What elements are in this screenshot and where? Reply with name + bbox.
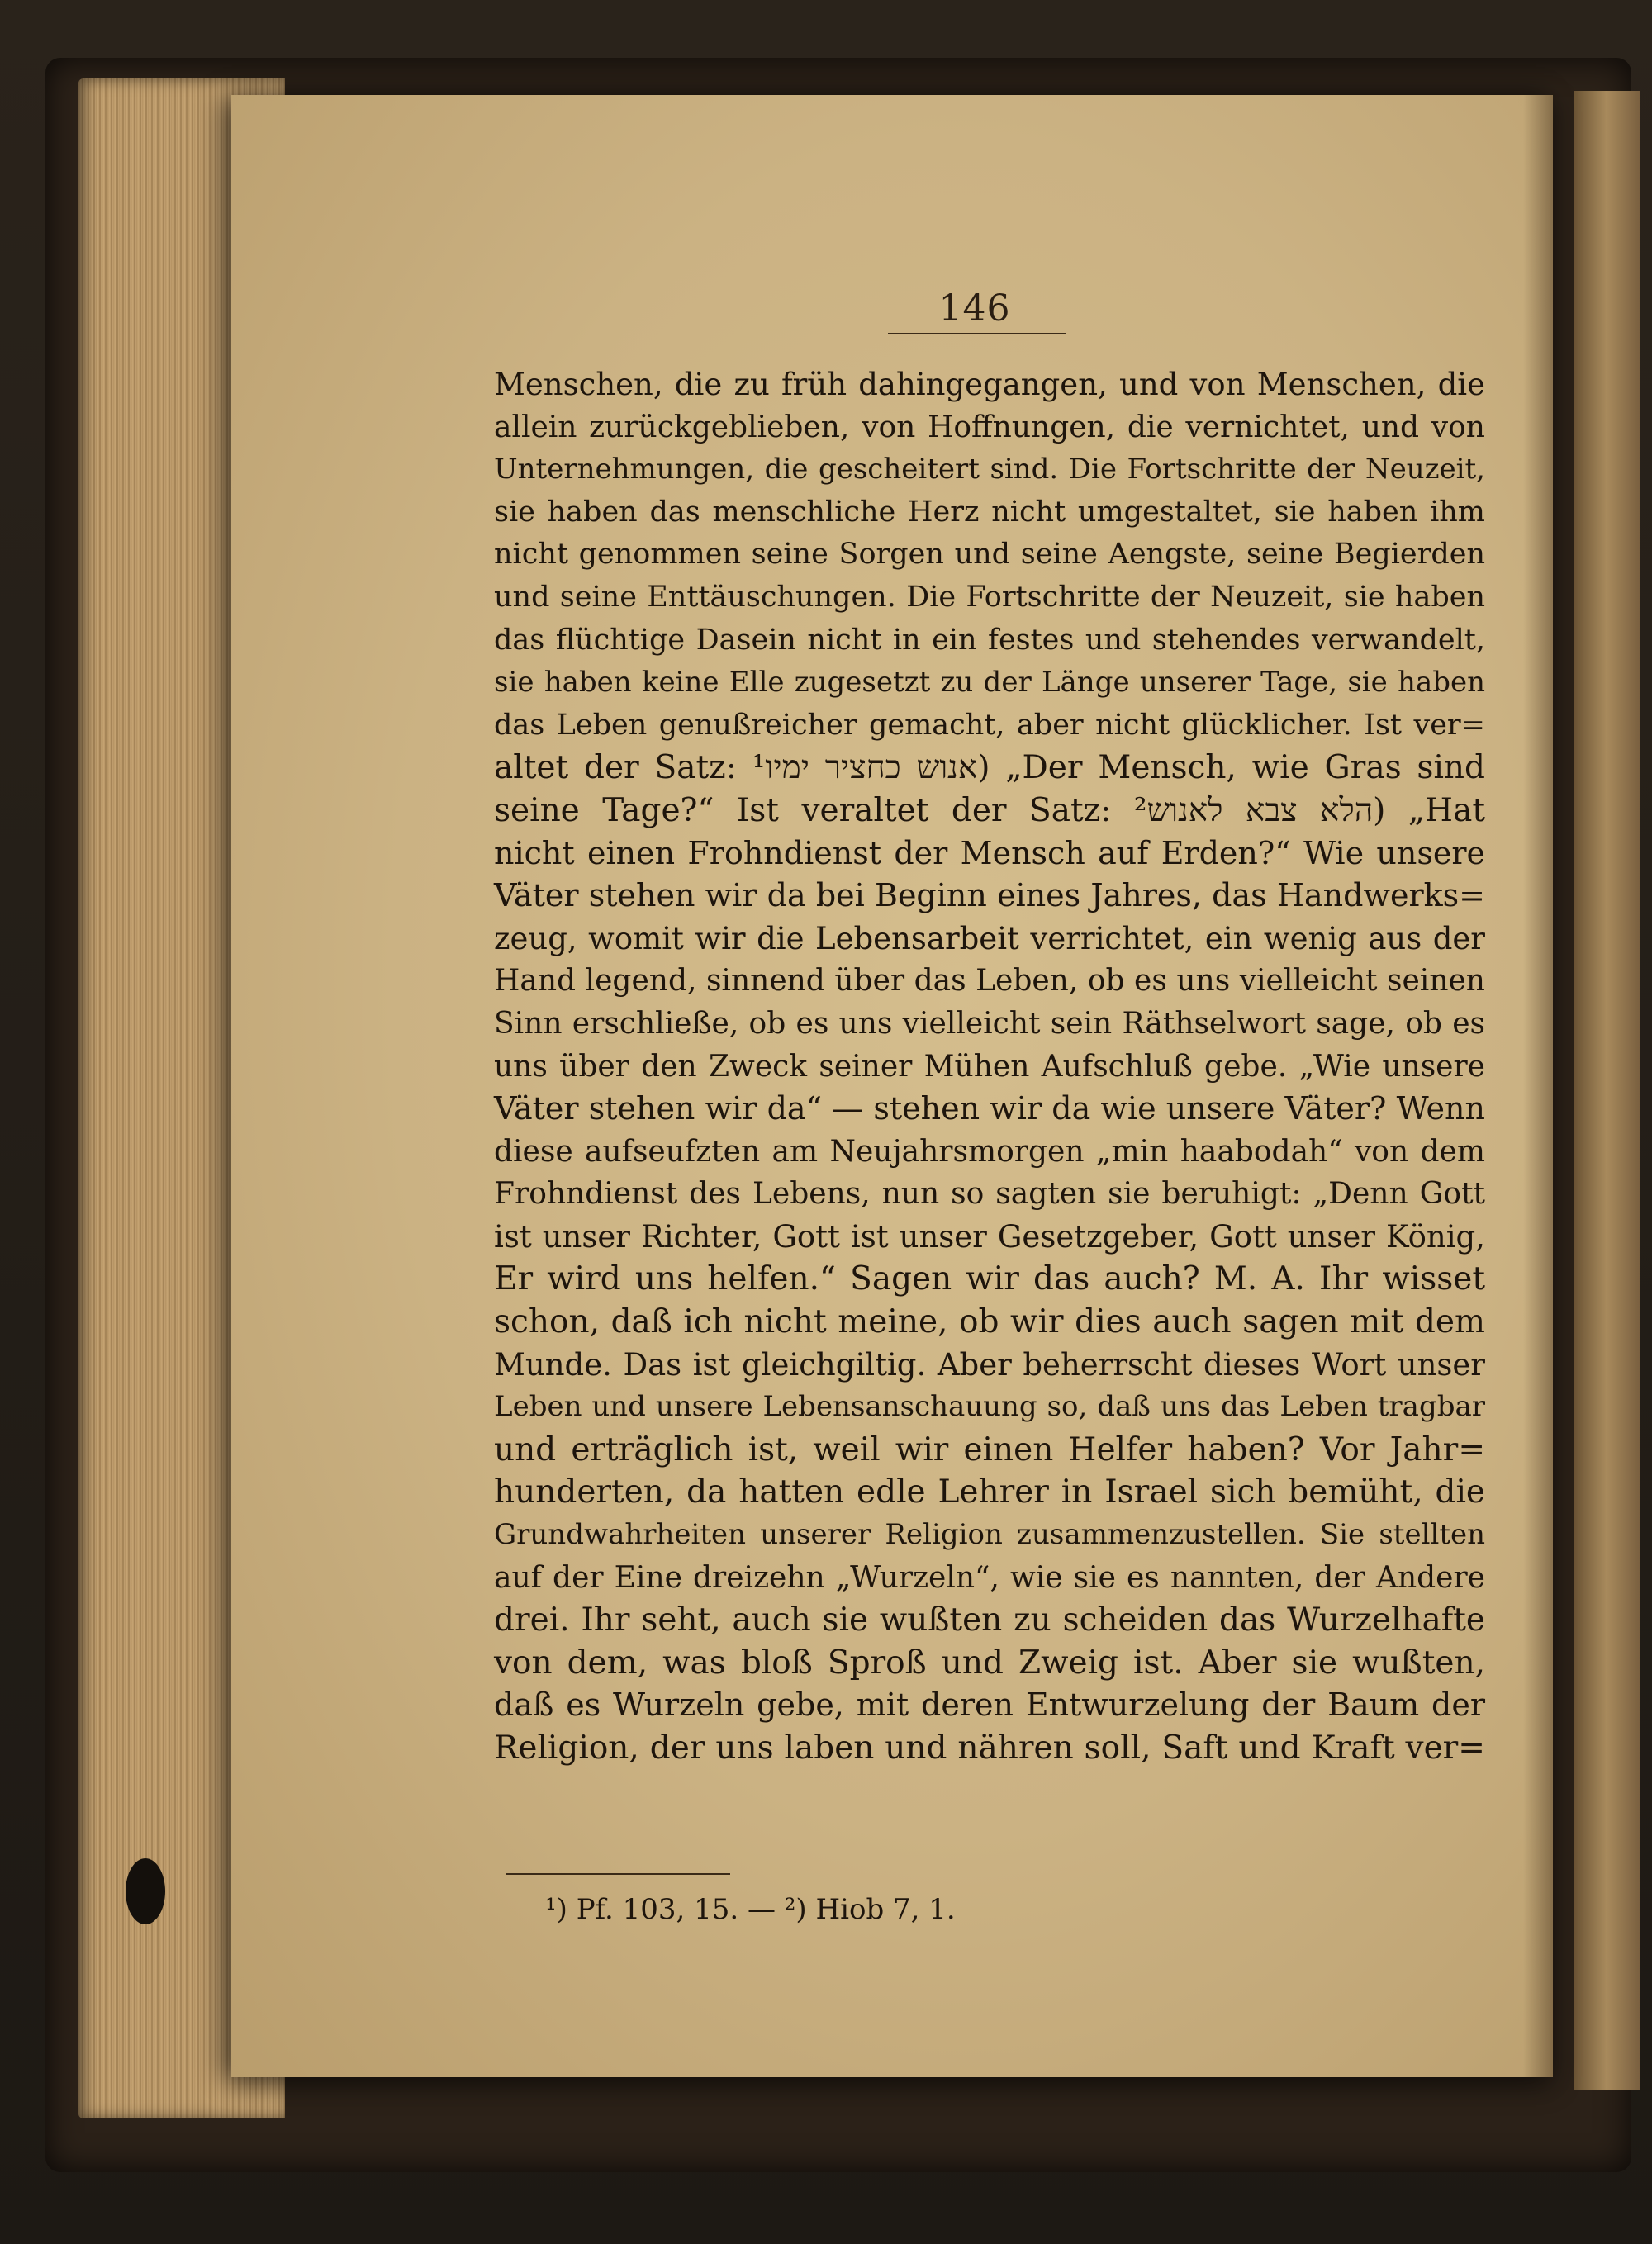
page-body-text <box>494 363 1485 1770</box>
text-line: sie haben keine Elle zugesetzt zu der Länge unserer Tage, sie haben <box>494 666 1485 700</box>
text-line: das flüchtige Dasein nicht in ein festes und stehendes verwandelt, <box>494 623 1485 657</box>
facing-page-edge <box>1574 91 1640 2090</box>
text-line: Leben und unsere Lebensanschauung so, daß uns das Leben tragbar <box>494 1390 1485 1424</box>
text-line: nicht genommen seine Sorgen und seine Aengste, seine Begierden <box>494 538 1485 572</box>
text-line: hunderten, da hatten edle Lehrer in Israel sich bemüht, die <box>494 1473 1485 1511</box>
page-number: 146 <box>938 287 1011 330</box>
text-line: uns über den Zweck seiner Mühen Aufschluß gebe. „Wie unsere <box>494 1049 1485 1084</box>
footnote: ¹) Pf. 103, 15. — ²) Hiob 7, 1. <box>545 1893 956 1926</box>
text-line: Hand legend, sinnend über das Leben, ob es uns vielleicht seinen <box>494 964 1485 999</box>
text-line: auf der Eine dreizehn „Wurzeln“, wie sie es nannten, der Andere <box>494 1560 1485 1595</box>
text-line: seine Tage?“ Ist veraltet der Satz: הלא צבא לאנוש²) „Hat <box>494 791 1485 829</box>
text-line: altet der Satz: אנוש כחציר ימיו¹) „Der Mensch, wie Gras sind <box>494 749 1486 787</box>
text-line: Religion, der uns laben und nähren soll, Saft und Kraft ver= <box>494 1729 1485 1767</box>
text-line: das Leben genußreicher gemacht, aber nicht glücklicher. Ist ver= <box>494 708 1485 742</box>
text-line: Väter stehen wir da“ — stehen wir da wie unsere Väter? Wenn <box>494 1090 1485 1127</box>
ink-blot <box>126 1858 165 1924</box>
text-line: Er wird uns helfen.“ Sagen wir das auch? M. A. Ihr wisset <box>494 1260 1485 1298</box>
text-line: von dem, was bloß Sproß und Zweig ist. Aber sie wußten, <box>494 1644 1485 1682</box>
text-line: schon, daß ich nicht meine, ob wir dies auch sagen mit dem <box>494 1303 1485 1341</box>
page-gutter-shadow <box>1523 95 1553 2077</box>
text-line: nicht einen Frohndienst der Mensch auf Erden?“ Wie unsere <box>494 834 1485 871</box>
text-line: allein zurückgeblieben, von Hoffnungen, die vernichtet, und von <box>494 410 1485 444</box>
text-line: und seine Enttäuschungen. Die Fortschritte der Neuzeit, sie haben <box>494 580 1485 614</box>
text-line: und erträglich ist, weil wir einen Helfer haben? Vor Jahr= <box>494 1430 1485 1468</box>
text-line: Sinn erschließe, ob es uns vielleicht sein Räthselwort sage, ob es <box>494 1006 1485 1041</box>
footnote-rule <box>506 1873 730 1875</box>
text-line: Munde. Das ist gleichgiltig. Aber beherrscht dieses Wort unser <box>494 1346 1485 1383</box>
text-line: sie haben das menschliche Herz nicht umgestaltet, sie haben ihm <box>494 495 1485 529</box>
text-line: daß es Wurzeln gebe, mit deren Entwurzelung der Baum der <box>494 1687 1485 1724</box>
text-line: Väter stehen wir da bei Beginn eines Jahres, das Handwerks= <box>494 877 1485 914</box>
text-line: drei. Ihr seht, auch sie wußten zu scheiden das Wurzelhafte <box>494 1601 1485 1639</box>
text-line: Frohndienst des Lebens, nun so sagten sie beruhigt: „Denn Gott <box>494 1177 1485 1212</box>
text-line: ist unser Richter, Gott ist unser Gesetzgeber, Gott unser König, <box>494 1218 1485 1255</box>
text-line: Menschen, die zu früh dahingegangen, und von Menschen, die <box>494 367 1485 402</box>
text-line: diese aufseufzten am Neujahrsmorgen „min haabodah“ von dem <box>494 1134 1485 1169</box>
text-line: zeug, womit wir die Lebensarbeit verrichtet, ein wenig aus der <box>494 920 1485 956</box>
text-line: Unternehmungen, die gescheitert sind. Die Fortschritte der Neuzeit, <box>494 453 1485 486</box>
header-rule <box>888 333 1066 334</box>
text-line: Grundwahrheiten unserer Religion zusammenzustellen. Sie stellten <box>494 1518 1485 1552</box>
